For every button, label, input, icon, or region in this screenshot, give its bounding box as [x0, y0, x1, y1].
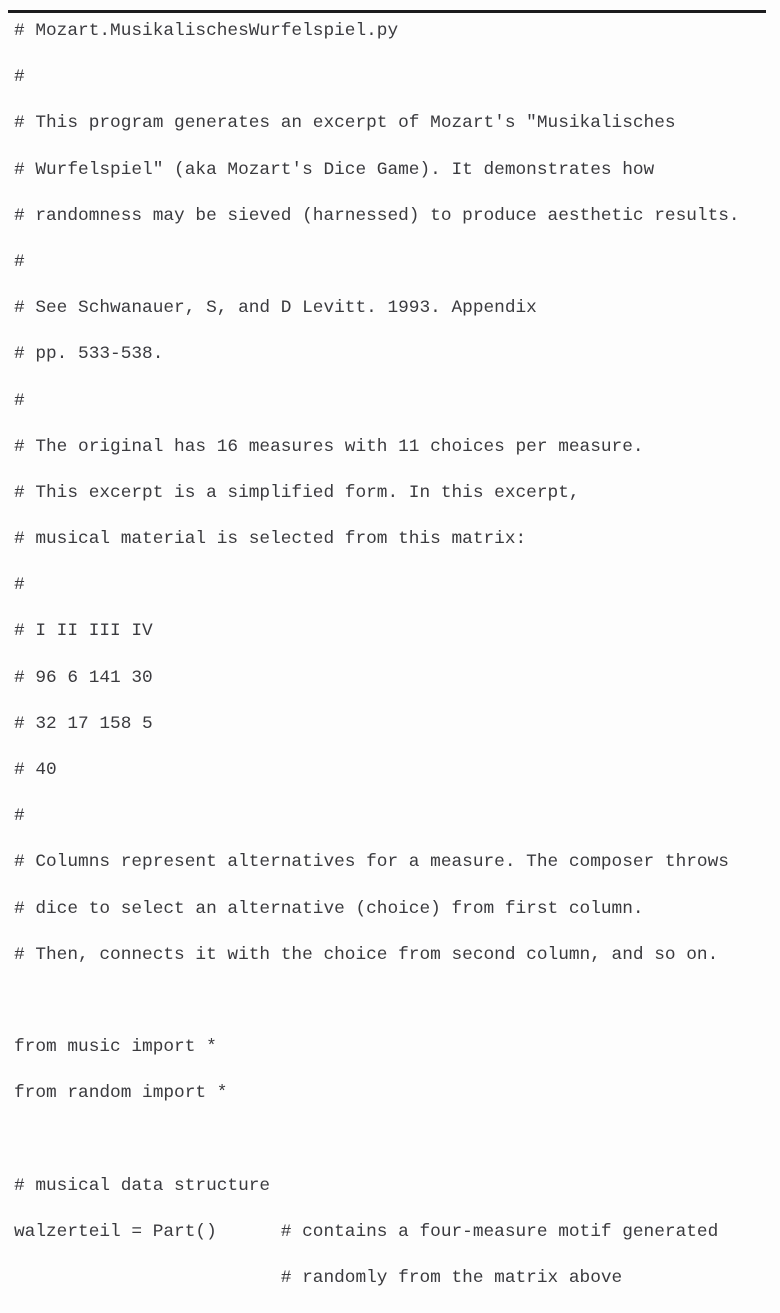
code-line: from random import * [14, 1083, 228, 1104]
code-line: # randomly from the matrix above [14, 1268, 623, 1289]
code-line: # musical material is selected from this matrix: [14, 529, 527, 550]
code-line: # Wurfelspiel" (aka Mozart's Dice Game). It demonstrates how [14, 159, 655, 180]
code-line: # Then, connects it with the choice from second column, and so on. [14, 944, 719, 965]
code-line [14, 990, 740, 1013]
code-line: # I II III IV [14, 621, 153, 642]
code-line: # randomness may be sieved (harnessed) to produce aesthetic results. [14, 205, 740, 226]
code-line: # 40 [14, 760, 57, 780]
code-line: # This program generates an excerpt of Mozart's "Musikalisches [14, 113, 676, 134]
code-line: walzerteil = Part() # contains a four-measure motif generated [14, 1221, 719, 1242]
code-line: # The original has 16 measures with 11 choices per measure. [14, 436, 644, 457]
code-line: # [14, 575, 25, 596]
code-line: # See Schwanauer, S, and D Levitt. 1993. Appendix [14, 298, 537, 319]
top-rule [8, 10, 766, 13]
code-line: # [14, 390, 25, 411]
code-line: # 32 17 158 5 [14, 713, 153, 734]
code-line: from music import * [14, 1037, 217, 1058]
code-line: # [14, 67, 25, 88]
code-block [14, 20, 740, 1313]
code-line: # 96 6 141 30 [14, 667, 153, 688]
code-line: # This excerpt is a simplified form. In this excerpt, [14, 482, 580, 503]
code-line: # dice to select an alternative (choice) from first column. [14, 898, 644, 919]
code-line: # Mozart.MusikalischesWurfelspiel.py [14, 21, 399, 41]
code-line: # musical data structure [14, 1175, 271, 1196]
code-line: # pp. 533-538. [14, 344, 164, 365]
code-line: # [14, 251, 25, 272]
code-line: # Columns represent alternatives for a measure. The composer throws [14, 852, 729, 873]
code-line: # [14, 806, 25, 827]
code-line [14, 1129, 740, 1152]
